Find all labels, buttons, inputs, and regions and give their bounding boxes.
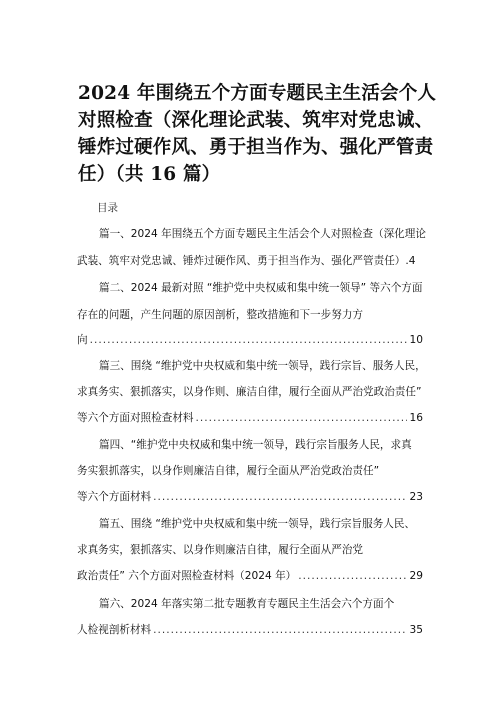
toc-entry-line: 求真务实，狠抓落实、以身作则廉洁自律，履行全面从严治党 <box>77 544 364 556</box>
dot-leader <box>153 624 406 636</box>
toc-entry-leader <box>77 410 423 425</box>
page-number: 29 <box>409 570 423 582</box>
toc-entry-leader <box>77 568 423 583</box>
title-line: 对照检查（深化理论武装、筑牢对党忠诚、 <box>78 110 434 131</box>
document-title <box>78 80 438 188</box>
page-number: 10 <box>409 334 423 346</box>
dot-leader <box>298 570 406 582</box>
toc-entry-line: 篇一、2024 年围绕五个方面专题民主生活会个人对照检查（深化理论 <box>99 228 426 240</box>
toc-entry-line: 存在的问题，产生问题的原因剖析，整改措施和下一步努力方 <box>77 309 364 321</box>
page-number: 23 <box>409 491 423 503</box>
toc-entry-leader <box>77 622 423 637</box>
title-line: 2024 年围绕五个方面专题民主生活会个人 <box>78 83 437 104</box>
page-number: 16 <box>409 412 423 424</box>
toc-entry-line: 求真务实、狠抓落实，以身作则、廉洁自律，履行全面从严治党政治责任” <box>77 386 422 398</box>
toc-entry-line: 篇六、2024 年落实第二批专题教育专题民主生活会六个方面个 <box>99 598 395 610</box>
toc-entry-line: 篇三、围绕 “维护党中央权威和集中统一领导，践行宗旨、服务人民， <box>99 360 426 372</box>
dot-leader <box>90 334 407 346</box>
toc-entry-line: 人检视剖析材料 <box>77 624 152 636</box>
toc-entry-line: 等六个方面材料 <box>77 491 152 503</box>
page-number: 35 <box>409 624 423 636</box>
toc-entry-leader <box>77 332 423 347</box>
toc-entry-line: 向 <box>77 334 88 346</box>
toc-entry-leader <box>77 489 423 504</box>
dot-leader <box>196 412 407 424</box>
toc-entry-line: 武装、筑牢对党忠诚、锤炸过硬作风、勇于担当作为、强化严管责任）.4 <box>77 255 416 267</box>
toc-entry-line: 篇五、围绕 “维护党中央权威和集中统一领导，践行宗旨服务人民、 <box>99 518 416 530</box>
toc-entry-line: 务实狠抓落实，以身作则廉洁自律，履行全面从严治党政治责任” <box>77 465 380 477</box>
toc-entry-line: 篇四、“维护党中央权威和集中统一领导，践行宗旨服务人民，求真 <box>99 439 412 451</box>
toc-entry-line: 等六个方面对照检查材料 <box>77 412 194 424</box>
title-line: 锤炸过硬作风、勇于担当作为、强化严管责 <box>78 137 434 158</box>
title-line: 任）（共 16 篇） <box>78 164 221 185</box>
toc-entry-line: 政治责任” 六个方面对照检查材料（2024 年） <box>77 570 297 582</box>
toc-entry-line: 篇二、2024 最新对照 “维护党中央权威和集中统一领导” 等六个方面 <box>99 282 423 294</box>
dot-leader <box>153 491 406 503</box>
toc-heading: 目录 <box>97 202 118 214</box>
